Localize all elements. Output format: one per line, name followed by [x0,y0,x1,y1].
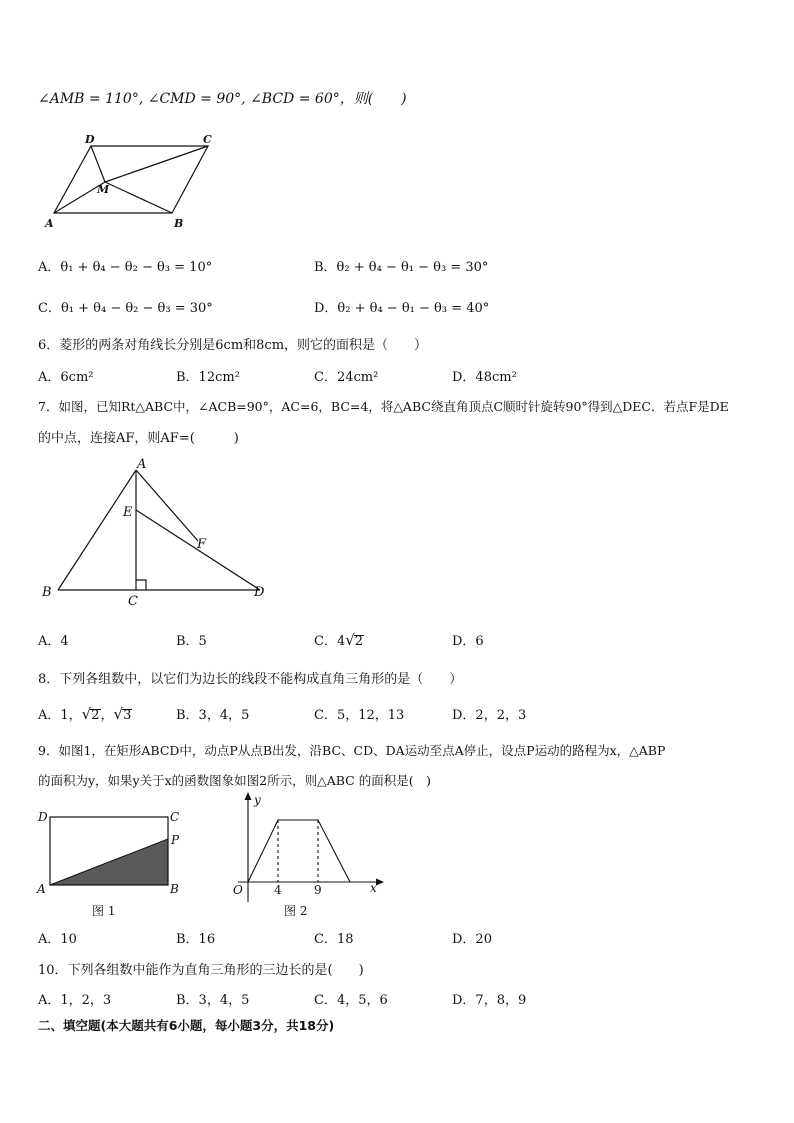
q9-fig1-label-d: D [38,810,48,824]
sqrt-icon: √ [113,705,124,723]
q6-option-d[interactable]: D．48cm² [452,370,517,385]
q8-stem: 8．下列各组数中，以它们为边长的线段不能构成直角三角形的是（ ） [38,672,463,687]
q7-option-b[interactable]: B．5 [176,634,207,649]
q5-parallelogram-figure [38,130,228,235]
section-2-heading: 二、填空题(本大题共有6小题，每小题3分，共18分) [38,1018,335,1033]
q10-option-b[interactable]: B．3，4，5 [176,993,250,1008]
q8-option-a[interactable] [38,704,132,723]
q5-condition: ∠AMB = 110°, ∠CMD = 90°, ∠BCD = 60°，则( ) [38,91,407,107]
q5-label-a: A [45,217,54,230]
q7-triangle-figure [38,455,278,605]
q5-label-b: B [174,217,184,230]
sqrt-icon: √ [81,705,92,723]
q5-option-d[interactable]: D．θ₂ + θ₄ − θ₁ − θ₃ = 40° [314,301,490,316]
q6-option-c[interactable]: C．24cm² [314,370,379,385]
q9-stem-line1: 9．如图1，在矩形ABCD中，动点P从点B出发，沿BC、CD、DA运动至点A停止，设点P运动的路程为x，△ABP [38,743,666,758]
q9-fig2-caption: 图 2 [284,904,308,918]
q7-stem-line2: 的中点，连接AF，则AF=( ) [38,431,239,446]
sqrt-icon: √ [345,631,355,649]
q5-option-a[interactable]: A．θ₁ + θ₄ − θ₂ − θ₃ = 10° [38,260,213,275]
q10-stem: 10．下列各组数中能作为直角三角形的三边长的是( ) [38,963,364,978]
q9-option-a[interactable]: A．10 [38,932,77,947]
q9-fig2-label-o: O [233,883,243,897]
q7-label-d: D [254,585,265,600]
q5-label-m: M [97,183,110,196]
q7-label-c: C [128,594,138,605]
q9-figure-1-rectangle [34,805,194,920]
q8-option-a-prefix: A．1， [38,708,82,723]
q8-option-a-radicand-1: 2 [91,708,100,723]
q8-option-c[interactable]: C．5，12，13 [314,708,405,723]
q10-option-d[interactable]: D．7，8，9 [452,993,527,1008]
q7-label-b: B [42,585,52,600]
q9-fig1-label-p: P [171,833,180,847]
q7-label-e: E [123,505,133,520]
x-axis-arrow-icon [376,879,384,886]
q9-figure-2-graph [220,790,390,920]
q9-fig2-label-y: y [254,793,261,807]
q9-fig1-label-b: B [170,882,179,896]
q5-label-c: C [203,133,212,146]
q7-option-d[interactable]: D．6 [452,634,484,649]
q9-fig1-label-c: C [170,810,180,824]
q7-option-a[interactable]: A．4 [38,634,69,649]
q9-fig2-tick-4: 4 [274,883,282,897]
q9-option-d[interactable]: D．20 [452,932,492,947]
q9-fig2-tick-9: 9 [314,883,322,897]
q7-label-f: F [197,537,207,552]
q9-fig1-label-a: A [37,882,46,896]
q10-option-a[interactable]: A．1，2，3 [38,993,112,1008]
q10-option-c[interactable]: C．4，5，6 [314,993,388,1008]
q8-option-a-radicand-2: 3 [123,708,132,723]
q9-fig2-label-x: x [370,881,377,895]
q9-stem-line2: 的面积为y，如果y关于x的函数图象如图2所示，则△ABC 的面积是( ) [38,773,431,788]
q9-option-c[interactable]: C．18 [314,932,354,947]
q7-option-c[interactable] [314,630,364,649]
q9-option-b[interactable]: B．16 [176,932,216,947]
q8-option-d[interactable]: D．2，2，3 [452,708,527,723]
q8-option-b[interactable]: B．3，4，5 [176,708,250,723]
q8-option-a-separator: ， [100,708,114,723]
q6-stem: 6．菱形的两条对角线长分别是6cm和8cm，则它的面积是（ ） [38,338,428,353]
q5-option-b[interactable]: B．θ₂ + θ₄ − θ₁ − θ₃ = 30° [314,260,489,275]
q9-fig1-caption: 图 1 [92,904,116,918]
q7-stem-line1: 7．如图，已知Rt△ABC中，∠ACB=90°，AC=6，BC=4，将△ABC绕直角顶点C顺时针旋转90°得到△DEC．若点F是DE [38,399,729,414]
y-axis-arrow-icon [245,792,252,800]
q5-option-c[interactable]: C．θ₁ + θ₄ − θ₂ − θ₃ = 30° [38,301,213,316]
q7-option-c-radicand: 2 [354,634,364,649]
q6-option-b[interactable]: B．12cm² [176,370,240,385]
q5-label-d: D [85,133,95,146]
q7-label-a: A [137,457,147,472]
q6-option-a[interactable]: A．6cm² [38,370,94,385]
q7-option-c-prefix: C．4 [314,634,346,649]
